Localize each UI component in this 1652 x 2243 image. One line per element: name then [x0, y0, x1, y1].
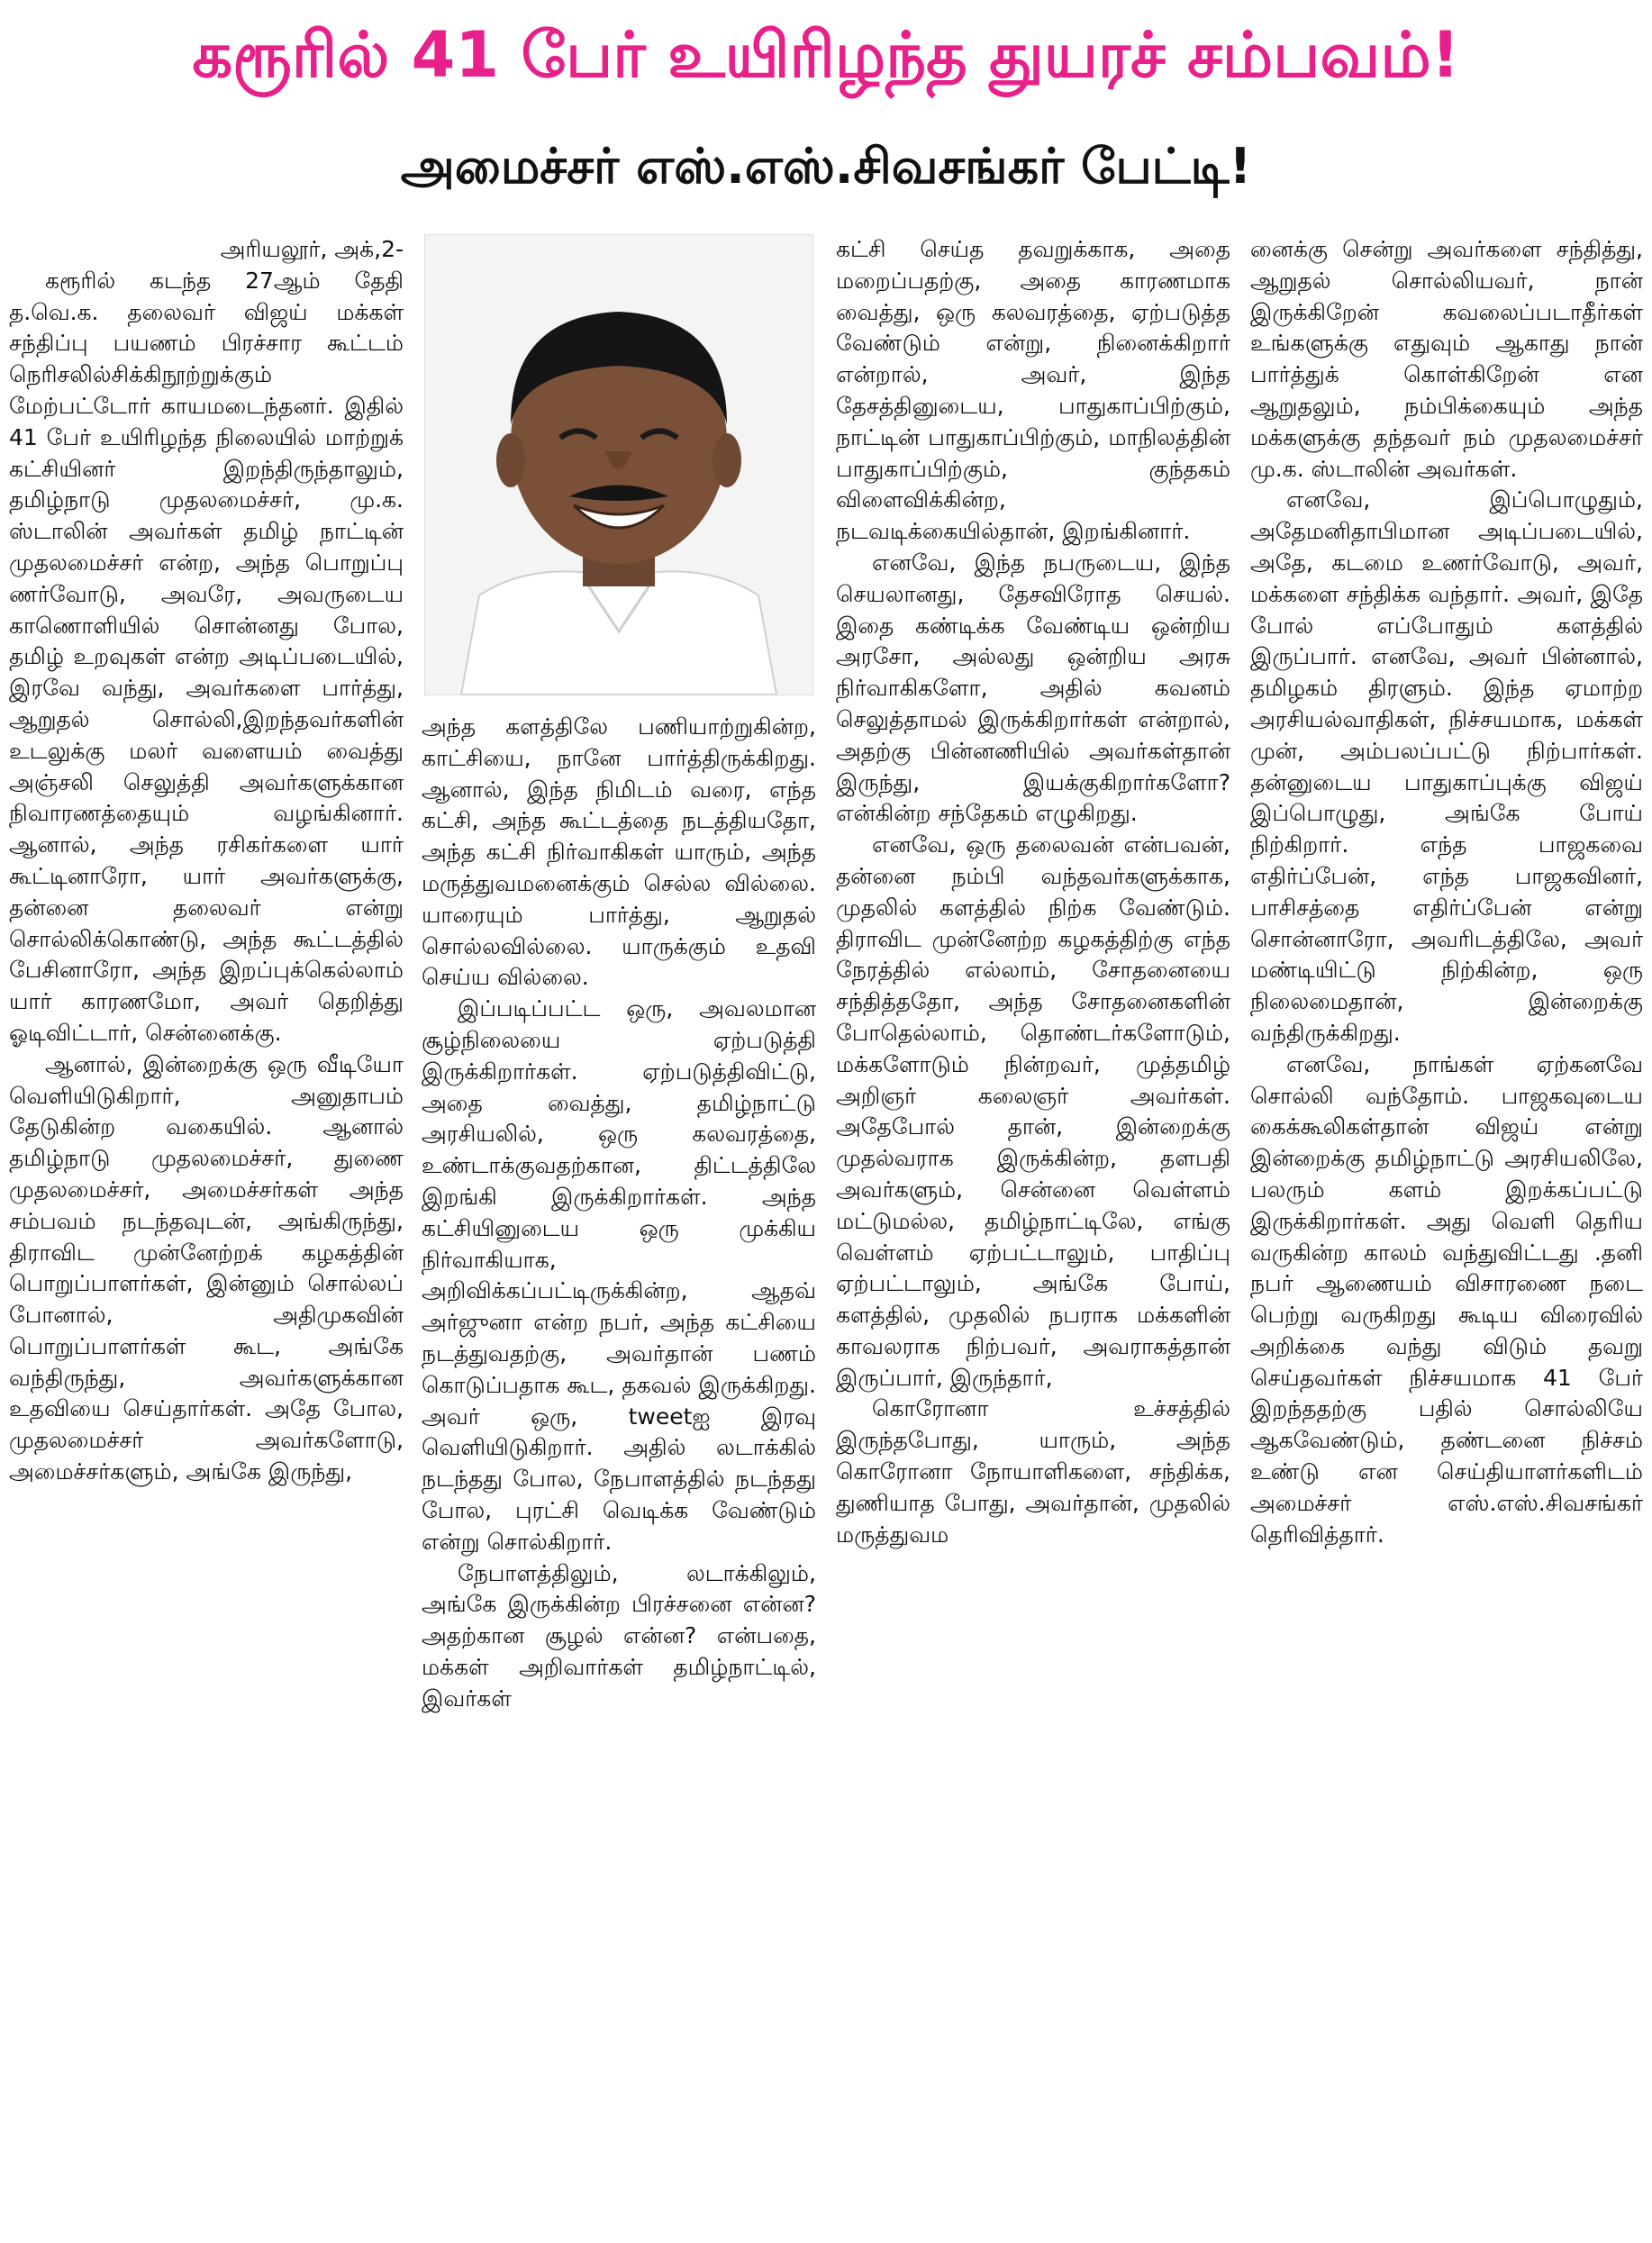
- paragraph: கட்சி செய்த தவறுக்காக, அதை மறைப்பதற்கு, அதை காரணமாக வைத்து, ஒரு கலவரத்தை, ஏற்படுத்த வேண்டும் என்று, நினைக்கிறார் என்றால், அவர், இந்த தேசத்தினுடைய, பாதுகாப்பிற்கும், நாட்டின் பாதுகாப்பிற்கும், மாநிலத்தின் பாதுகாப்பிற்கும், குந்தகம் விளைவிக்கின்ற, நடவடிக்கையில்தான், இறங்கினார்.: [836, 236, 1230, 545]
- paragraph: எனவே, ஒரு தலைவன் என்பவன், தன்னை நம்பி வந்தவர்களுக்காக, முதலில் களத்தில் நிற்க வேண்டும். திராவிட முன்னேற்ற கழகத்திற்கு எந்த நேரத்தில் எல்லாம், சோதனையை சந்தித்ததோ, அந்த சோதனைகளின் போதெல்லாம், தொண்டர்களோடும், மக்களோடும் நின்றவர், முத்தமிழ் அறிஞர் கலைஞர் அவர்கள். அதேபோல் தான், இன்றைக்கு முதல்வராக இருக்கின்ற, தளபதி அவர்களும், சென்னை வெள்ளம் மட்டுமல்ல, தமிழ்நாட்டிலே, எங்கு வெள்ளம் ஏற்பட்டாலும், பாதிப்பு ஏற்பட்டாலும், அங்கே போய், களத்தில், முதலில் நபராக மக்களின் காவலராக நிற்பவர், அவராகத்தான் இருப்பார், இருந்தார்,: [836, 831, 1230, 1391]
- paragraph: நேபாளத்திலும், லடாக்கிலும், அங்கே இருக்கின்ற பிரச்சனை என்ன? அதற்கான சூழல் என்ன? என்பதை, மக்கள் அறிவார்கள் தமிழ்நாட்டில், இவர்கள்: [422, 1559, 816, 1712]
- subheadline: அமைச்சர் எஸ்.எஸ்.சிவசங்கர் பேட்டி!: [400, 138, 1252, 195]
- article-column-4: [1250, 234, 1643, 2238]
- paragraph: எனவே, இந்த நபருடைய, இந்த செயலானது, தேசவிரோத செயல். இதை கண்டிக்க வேண்டிய ஒன்றிய அரசோ, அல்லது ஒன்றிய அரசு நிர்வாகிகளோ, அதில் கவனம் செலுத்தாமல் இருக்கிறார்கள் என்றால், அதற்கு பின்னணியில் அவர்கள்தான் இருந்து, இயக்குகிறார்களோ? என்கின்ற சந்தேகம் எழுகிறது.: [836, 549, 1230, 827]
- headline: கரூரில் 41 பேர் உயிரிழந்த துயரச் சம்பவம்!: [192, 18, 1460, 92]
- paragraph: எனவே, நாங்கள் ஏற்கனவே சொல்லி வந்தோம். பாஜகவுடைய கைக்கூலிகள்தான் விஜய் என்று இன்றைக்கு தமிழ்நாட்டு அரசியலிலே, பலரும் களம் இறக்கப்பட்டு இருக்கிறார்கள். அது வெளி தெரிய வருகின்ற காலம் வந்துவிட்டது .தனி நபர் ஆணையம் விசாரணை நடை பெற்று வருகிறது கூடிய விரைவில் அறிக்கை வந்து விடும் தவறு செய்தவர்கள் நிச்சயமாக 41 பேர் இறந்ததற்கு பதில் சொல்லியே ஆகவேண்டும், தண்டனை நிச்சம் உண்டு என செய்தியாளர்களிடம் அமைச்சர் எஸ்.எஸ்.சிவசங்கர் தெரிவித்தார்.: [1250, 1050, 1643, 1548]
- portrait-illustration: [425, 235, 812, 695]
- article-column-2: [422, 234, 816, 2238]
- paragraph: அந்த களத்திலே பணியாற்றுகின்ற, காட்சியை, நானே பார்த்திருக்கிறது. ஆனால், இந்த நிமிடம் வரை, எந்த கட்சி, அந்த கூட்டத்தை நடத்தியதோ, அந்த கட்சி நிர்வாகிகள் யாரும், அந்த மருத்துவமனைக்கும் செல்ல வில்லை. யாரையும் பார்த்து, ஆறுதல் சொல்லவில்லை. யாருக்கும் உதவி செய்ய வில்லை.: [422, 713, 816, 991]
- paragraph: எனவே, இப்பொழுதும், அதேமனிதாபிமான அடிப்படையில், அதே, கடமை உணர்வோடு, அவர், மக்களை சந்திக்க வந்தார். அவர், இதே போல் எப்போதும் களத்தில் இருப்பார். எனவே, அவர் பின்னால், தமிழகம் திரளும். இந்த ஏமாற்ற அரசியல்வாதிகள், நிச்சயமாக, மக்கள் முன், அம்பலப்பட்டு நிற்பார்கள். தன்னுடைய பாதுகாப்புக்கு விஜய் இப்பொழுது, அங்கே போய் நிற்கிறார். எந்த பாஜகவை எதிர்ப்பேன், எந்த பாஜகவினர், பாசிசத்தை எதிர்ப்பேன் என்று சொன்னாரோ, அவரிடத்திலே, அவர் மண்டியிட்டு நிற்கின்ற, ஒரு நிலைமைதான், இன்றைக்கு வந்திருக்கிறது.: [1250, 486, 1643, 1046]
- minister-photo: [424, 234, 813, 695]
- paragraph: ஆனால், இன்றைக்கு ஒரு வீடியோ வெளியிடுகிறார், அனுதாபம் தேடுகின்ற வகையில். ஆனால் தமிழ்நாடு முதலமைச்சர், துணை முதலமைச்சர், அமைச்சர்கள் அந்த சம்பவம் நடந்தவுடன், அங்கிருந்து, திராவிட முன்னேற்றக் கழகத்தின் பொறுப்பாளர்கள், இன்னும் சொல்லப் போனால், அதிமுகவின் பொறுப்பாளர்கள் கூட, அங்கே வந்திருந்து, அவர்களுக்கான உதவியை செய்தார்கள். அதே போல, முதலமைச்சர் அவர்களோடு, அமைச்சர்களும், அங்கே இருந்து,: [9, 1050, 404, 1485]
- paragraph: கரூரில் கடந்த 27ஆம் தேதி த.வெ.க. தலைவர் விஜய் மக்கள் சந்திப்பு பயணம் பிரச்சார கூட்டம் நெரிசலில்சிக்கிநூற்றுக்கும் மேற்பட்டோர் காயமடைந்தனர். இதில் 41 பேர் உயிரிழந்த நிலையில் மாற்றுக் கட்சியினர் இறந்திருந்தாலும், தமிழ்நாடு முதலமைச்சர், மு.க. ஸ்டாலின் அவர்கள் தமிழ் நாட்டின் முதலமைச்சர் என்ற, அந்த பொறுப்பு ணர்வோடு, அவரே, அவருடைய காணொளியில் சொன்னது போல, தமிழ் உறவுகள் என்ற அடிப்படையில், இரவே வந்து, அவர்களை பார்த்து, ஆறுதல் சொல்லி,இறந்தவர்களின் உடலுக்கு மலர் வளையம் வைத்து அஞ்சலி செலுத்தி அவர்களுக்கான நிவாரணத்தையும் வழங்கினார். ஆனால், அந்த ரசிகர்களை யார் கூட்டினாரோ, யார் அவர்களுக்கு, தன்னை தலைவர் என்று சொல்லிக்கொண்டு, அந்த கூட்டத்தில் பேசினாரோ, அந்த இறப்புக்கெல்லாம் யார் காரணமோ, அவர் தெறித்து ஓடிவிட்டார், சென்னைக்கு.: [9, 267, 404, 1046]
- article-column-3: [836, 234, 1230, 2238]
- dateline: அரியலூர், அக்,2-: [220, 236, 404, 262]
- paragraph: கொரோனா உச்சத்தில் இருந்தபோது, யாரும், அந்த கொரோனா நோயாளிகளை, சந்திக்க, துணியாத போது, அவர்தான், முதலில் மருத்துவம: [836, 1395, 1230, 1548]
- paragraph: னைக்கு சென்று அவர்களை சந்தித்து, ஆறுதல் சொல்லியவர், நான் இருக்கிறேன் கவலைப்படாதீர்கள் உங்களுக்கு எதுவும் ஆகாது நான் பார்த்துக் கொள்கிறேன் என ஆறுதலும், நம்பிக்கையும் அந்த மக்களுக்கு தந்தவர் நம் முதலமைச்சர் மு.க. ஸ்டாலின் அவர்கள்.: [1250, 236, 1643, 482]
- article-column-1: [9, 234, 404, 2238]
- paragraph: இப்படிப்பட்ட ஒரு, அவலமான சூழ்நிலையை ஏற்படுத்தி இருக்கிறார்கள். ஏற்படுத்திவிட்டு, அதை வைத்து, தமிழ்நாட்டு அரசியலில், ஒரு கலவரத்தை, உண்டாக்குவதற்கான, திட்டத்திலே இறங்கி இருக்கிறார்கள். அந்த கட்சியினுடைய ஒரு முக்கிய நிர்வாகியாக, அறிவிக்கப்பட்டிருக்கின்ற, ஆதவ் அர்ஜுனா என்ற நபர், அந்த கட்சியை நடத்துவதற்கு, அவர்தான் பணம் கொடுப்பதாக கூட, தகவல் இருக்கிறது. அவர் ஒரு, tweetஐ இரவு வெளியிடுகிறார். அதில் லடாக்கில் நடந்தது போல, நேபாளத்தில் நடந்தது போல, புரட்சி வெடிக்க வேண்டும் என்று சொல்கிறார்.: [422, 995, 816, 1555]
